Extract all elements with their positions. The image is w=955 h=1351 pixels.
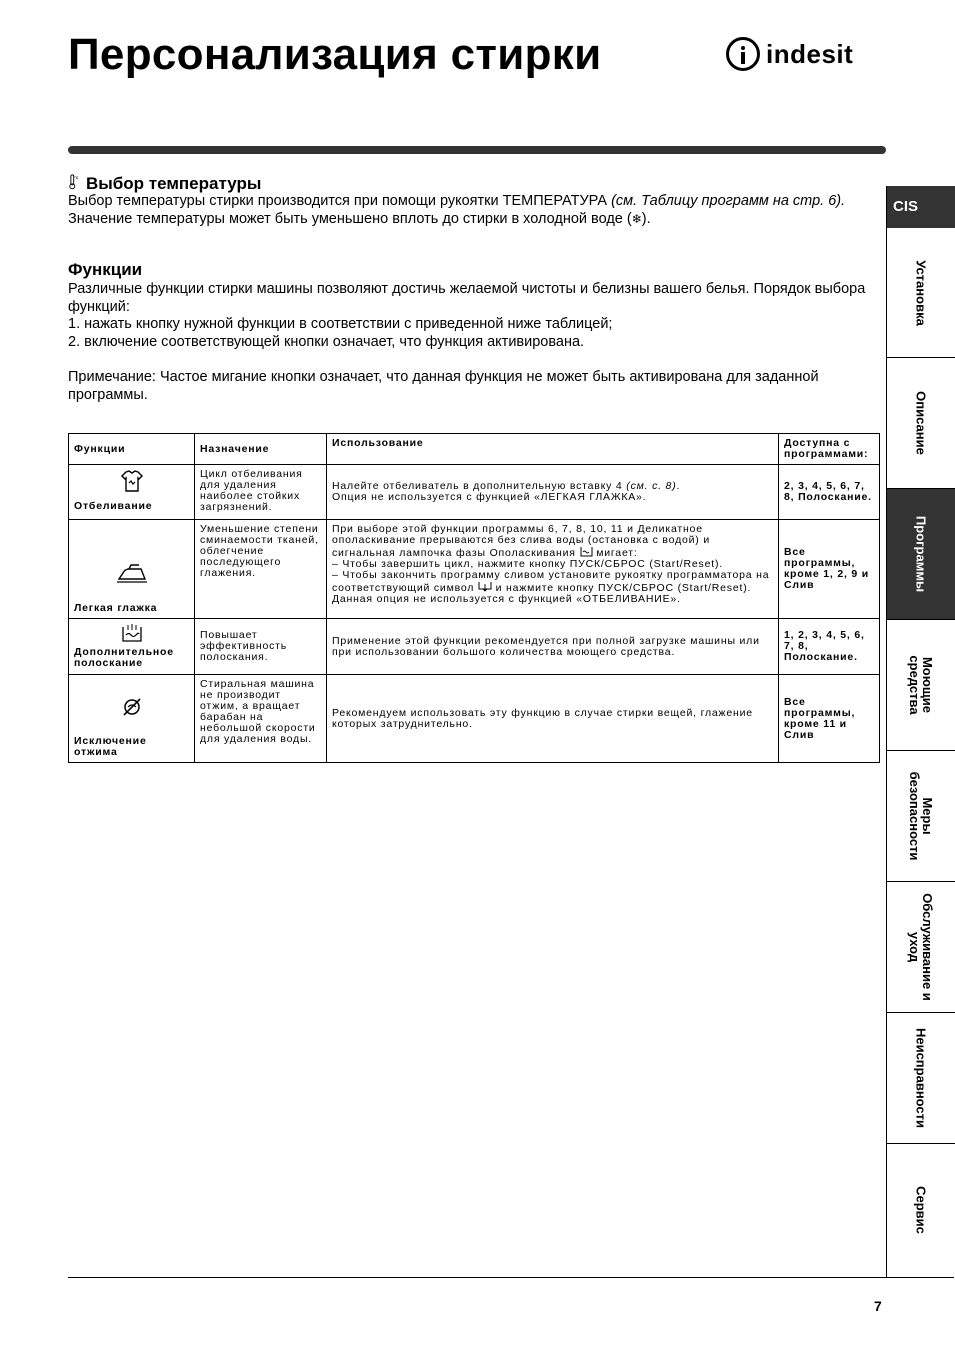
- header-purpose: Назначение: [195, 434, 327, 465]
- available-cell: Все программы, кроме 11 и Слив: [779, 675, 880, 763]
- usage-text-cont: мигает:: [596, 547, 638, 559]
- tab-troubleshooting[interactable]: [887, 1013, 955, 1144]
- function-name: Легкая глажка: [74, 602, 158, 614]
- available-cell: Все программы, кроме 1, 2, 9 и Слив: [779, 520, 880, 619]
- tab-safety[interactable]: [887, 751, 955, 882]
- table-row: [69, 619, 880, 675]
- tab-label: Неисправности: [913, 1027, 929, 1129]
- header-available: Доступна с программами:: [779, 434, 880, 465]
- functions-intro: Различные функции стирки машины позволяют достичь желаемой чистоты и белизны вашего белья. Порядок выбора функций:: [68, 281, 866, 315]
- temperature-heading-text: Выбор температуры: [86, 174, 262, 193]
- header-divider: [68, 146, 886, 154]
- temperature-text: [68, 193, 880, 228]
- usage-note: Опция не используется с функцией «ЛЕГКАЯ ГЛАЖКА».: [332, 491, 647, 503]
- function-name: Дополнительное полоскание: [74, 646, 174, 669]
- purpose-cell: Уменьшение степени сминаемости тканей, облегчение последующего глажения.: [195, 520, 327, 619]
- usage-text: При выборе этой функции программы 6, 7, 8, 10, 11 и Деликатное ополаскивание прерываются без слива воды (остановка с водой) и сигнальная лампочка фазы Ополаскивания: [332, 523, 710, 559]
- functions-heading: Функции: [68, 260, 143, 279]
- tab-detergents[interactable]: [887, 620, 955, 751]
- brand-logo: [726, 34, 853, 74]
- purpose-cell: Стиральная машина не производит отжим, а вращает барабан на небольшой скорости для удаления воды.: [195, 675, 327, 763]
- header-usage: Использование: [327, 434, 779, 465]
- function-cell: [69, 675, 195, 763]
- table-row: [69, 675, 880, 763]
- function-name: Отбеливание: [74, 500, 153, 512]
- purpose-cell: Цикл отбеливания для удаления наиболее стойких загрязнений.: [195, 465, 327, 520]
- tab-label: Программы: [913, 515, 929, 593]
- iron-icon: [74, 563, 189, 585]
- section-tabs: [886, 186, 955, 1278]
- functions-step-2: 2. включение соответствующей кнопки означает, что функция активирована.: [68, 334, 585, 350]
- extra-rinse-icon: [74, 623, 189, 643]
- language-tab-cis[interactable]: CIS: [887, 186, 955, 228]
- table-row: [69, 465, 880, 520]
- footer-divider: [68, 1277, 954, 1278]
- snowflake-icon: ❄: [631, 211, 642, 226]
- purpose-cell: Повышает эффективность полоскания.: [195, 619, 327, 675]
- tab-label: Описание: [913, 391, 929, 455]
- temperature-text-2-end: ).: [641, 210, 651, 227]
- tab-label: Меры безопасности: [907, 771, 935, 861]
- available-cell: 2, 3, 4, 5, 6, 7, 8, Полоскание.: [779, 465, 880, 520]
- usage-text: Налейте отбеливатель в дополнительную вставку 4: [332, 480, 627, 492]
- functions-step-1: 1. нажать кнопку нужной функции в соответствии с приведенной ниже таблицей;: [68, 316, 613, 332]
- tab-service[interactable]: [887, 1144, 955, 1275]
- usage-text-end: .: [676, 480, 681, 492]
- table-row: [69, 520, 880, 619]
- bleach-shirt-icon: [74, 469, 189, 493]
- available-cell: 1, 2, 3, 4, 5, 6, 7, 8, Полоскание.: [779, 619, 880, 675]
- usage-step-cont: и нажмите кнопку ПУСК/СБРОС (Start/Reset).: [495, 582, 752, 594]
- tab-maintenance[interactable]: [887, 882, 955, 1013]
- page-title: Персонализация стирки: [68, 30, 602, 79]
- function-cell: [69, 619, 195, 675]
- temperature-text-1: Выбор температуры стирки производится при помощи рукоятки ТЕМПЕРАТУРА: [68, 193, 612, 209]
- usage-ref: (см. с. 8): [626, 480, 677, 492]
- usage-step: – Чтобы завершить цикл, нажмите кнопку ПУСК/СБРОС (Start/Reset).: [332, 558, 723, 570]
- tab-label: Сервис: [913, 1185, 929, 1234]
- tab-installation[interactable]: [887, 228, 955, 358]
- thermometer-icon: [68, 172, 78, 192]
- temperature-heading: [68, 172, 261, 194]
- usage-cell: [327, 520, 779, 619]
- table-header-row: [69, 434, 880, 465]
- functions-table: [68, 433, 880, 763]
- function-cell: [69, 520, 195, 619]
- svg-text:°C: °C: [74, 176, 79, 181]
- usage-note: Данная опция не используется с функцией «ОТБЕЛИВАНИЕ».: [332, 593, 681, 605]
- indesit-logo-icon: [726, 37, 760, 71]
- usage-cell: [327, 465, 779, 520]
- usage-step: – Чтобы закончить программу сливом установите рукоятку программатора на соответствующий символ: [332, 569, 770, 594]
- function-name: Исключение отжима: [74, 735, 147, 758]
- usage-cell: Рекомендуем использовать эту функцию в случае стирки вещей, глажение которых затруднительно.: [327, 675, 779, 763]
- temperature-text-2: Значение температуры может быть уменьшено вплоть до стирки в холодной воде (: [68, 210, 632, 227]
- function-cell: [69, 465, 195, 520]
- tab-label: Моющие средства: [907, 655, 935, 715]
- brand-name: indesit: [766, 38, 854, 69]
- usage-cell: Применение этой функции рекомендуется при полной загрузке машины или при использовании большого количества моющего средства.: [327, 619, 779, 675]
- header-function: Функции: [69, 434, 195, 465]
- temperature-text-1-ref: (см. Таблицу программ на стр. 6).: [611, 193, 846, 209]
- tab-label: Обслуживание и уход: [907, 893, 935, 1001]
- tab-label: Установка: [913, 259, 929, 326]
- functions-note: Примечание: Частое мигание кнопки означает, что данная функция не может быть активирована для заданной программы.: [68, 369, 819, 403]
- tab-programs[interactable]: [887, 489, 955, 620]
- no-spin-icon: [74, 696, 189, 718]
- page-number: 7: [874, 1298, 882, 1314]
- tab-description[interactable]: [887, 358, 955, 489]
